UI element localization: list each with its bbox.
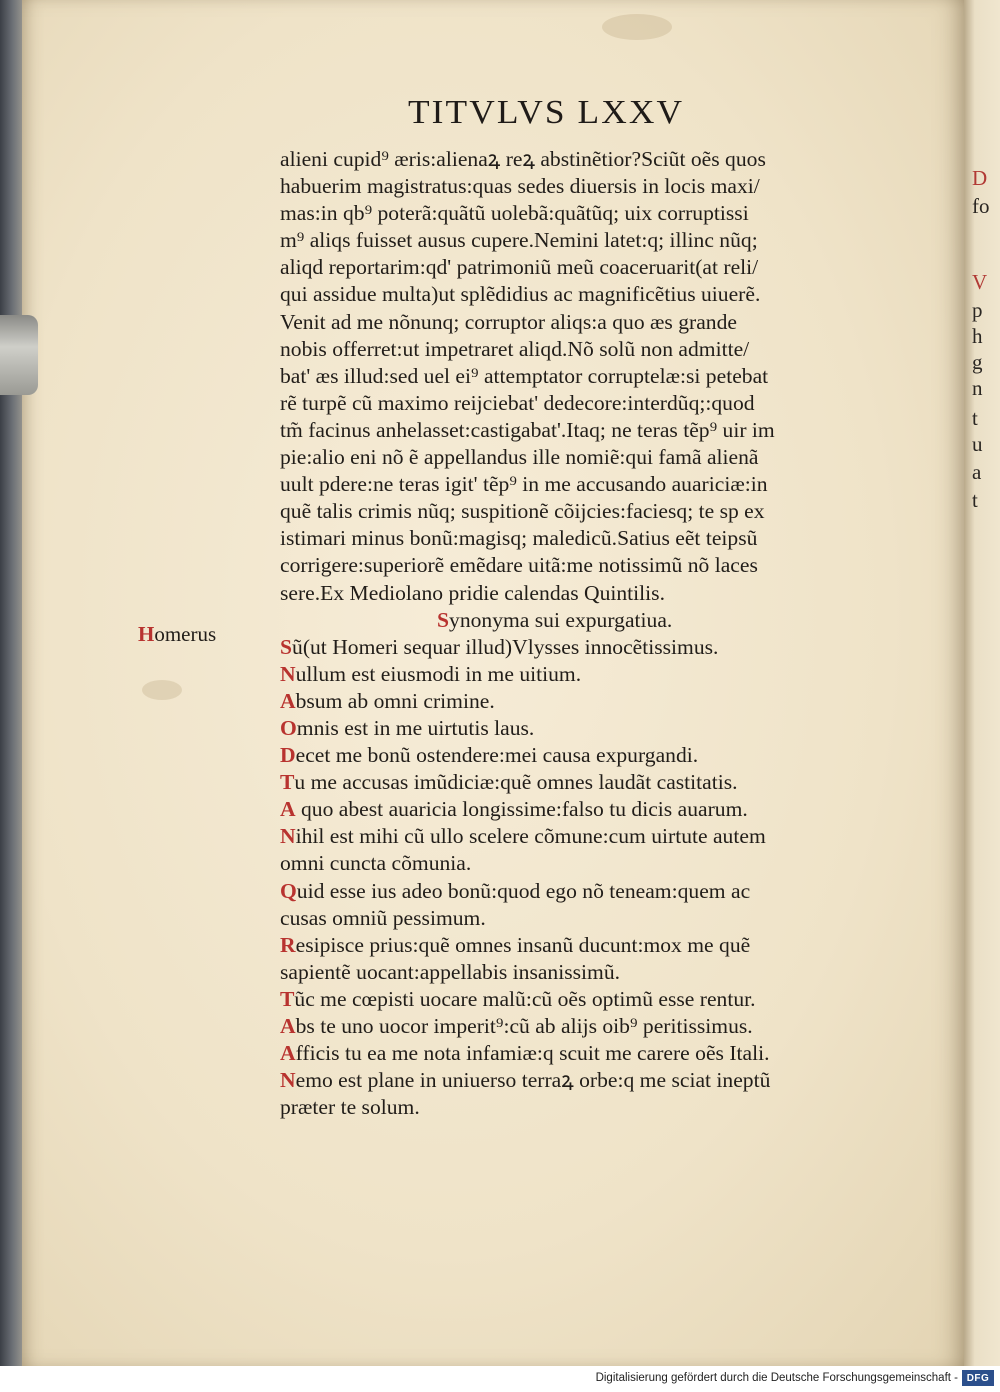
section-title-initial: S <box>437 607 450 632</box>
adjacent-page-fragment: t <box>972 406 978 430</box>
text-line: sere.Ex Mediolano pridie calendas Quintilis. <box>280 580 665 605</box>
synonyma-text: mnis est in me uirtutis laus. <box>296 715 535 740</box>
synonyma-text: cusas omniũ pessimum. <box>280 905 486 930</box>
page-stain <box>142 680 182 700</box>
synonyma-text: ullum est eiusmodi in me uitium. <box>295 661 582 686</box>
synonyma-list <box>280 634 880 1122</box>
synonyma-line <box>280 688 880 715</box>
rubricated-initial: S <box>280 634 293 659</box>
synonyma-line <box>280 986 880 1013</box>
synonyma-text: fficis tu ea me nota infamiæ:q scuit me carere oẽs Itali. <box>295 1041 770 1066</box>
synonyma-text: præter te solum. <box>280 1095 420 1120</box>
synonyma-line <box>280 959 880 986</box>
margin-note-text: omerus <box>154 622 217 646</box>
margin-note <box>138 622 216 647</box>
text-line: m⁹ aliqs fuisset ausus cupere.Nemini latet:q; illinc nũq; <box>280 228 758 253</box>
rubricated-initial: A <box>280 1041 296 1066</box>
text-line: mas:in qb⁹ poterã:quãtũ uolebã:quãtũq; uix corruptissi <box>280 201 749 226</box>
text-line: nobis offerret:ut impetraret aliqd.Nõ solũ non admitte/ <box>280 336 750 361</box>
rubricated-initial: N <box>280 824 296 849</box>
adjacent-page-fragment: u <box>972 432 983 456</box>
page-stain <box>602 14 672 40</box>
text-line: istimari minus bonũ:magisq; maledicũ.Satius eẽt teipsũ <box>280 526 758 551</box>
text-line: tm̃ facinus anhelasset:castigabat'.Itaq; ne teras tẽp⁹ uir im <box>280 417 775 442</box>
running-head: TITVLVS LXXV <box>408 94 685 131</box>
section-title <box>280 607 880 634</box>
synonyma-text: bs te uno uocor imperit⁹:cũ ab alijs oib⁹ peritissimus. <box>295 1014 753 1038</box>
synonyma-text: omni cuncta cõmunia. <box>280 851 472 876</box>
synonyma-text: u me accusas imũdiciæ:quẽ omnes laudãt castitatis. <box>294 770 738 795</box>
adjacent-page-fragment: a <box>972 460 982 484</box>
synonyma-line <box>280 1040 880 1067</box>
rubricated-initial: A <box>280 1014 296 1038</box>
synonyma-text: ũ(ut Homeri sequar illud)Vlysses innocẽtissimus. <box>292 634 719 659</box>
synonyma-line <box>280 905 880 932</box>
synonyma-line <box>280 634 880 661</box>
synonyma-text: ihil est mihi cũ ullo scelere cõmune:cum uirtute autem <box>295 824 766 849</box>
synonyma-text: esipisce prius:quẽ omnes insanũ ducunt:mox me quẽ <box>295 932 751 957</box>
adjacent-page-fragment: n <box>972 376 983 400</box>
adjacent-page-fragment: D <box>972 166 988 190</box>
rubricated-initial: N <box>280 1068 296 1093</box>
synonyma-text: ũc me cœpisti uocare malũ:cũ oẽs optimũ esse rentur. <box>294 986 756 1011</box>
synonyma-text: ecet me bonũ ostendere:mei causa expurgandi. <box>295 743 699 768</box>
text-line: Venit ad me nõnunq; corruptor aliqs:a quo æs grande <box>280 309 737 334</box>
adjacent-page-edge <box>964 0 1000 1366</box>
dfg-logo: DFG <box>962 1370 994 1386</box>
adjacent-page-fragment: h <box>972 324 983 348</box>
text-line: quẽ talis crimis nũq; suspitionẽ cõijcies:faciesq; te sp ex <box>280 499 765 524</box>
synonyma-line <box>280 769 880 796</box>
rubricated-initial: Q <box>280 878 297 903</box>
synonyma-line <box>280 715 880 742</box>
rubricated-initial: A <box>280 797 296 822</box>
synonyma-line <box>280 1013 880 1040</box>
text-line: aliqd reportarim:qd' patrimoniũ meũ coaceruarit(at reli/ <box>280 255 759 280</box>
synonyma-text: bsum ab omni crimine. <box>295 688 495 713</box>
book-clasp <box>0 315 38 395</box>
text-line: uult pdere:ne teras igit' tẽp⁹ in me accusando auariciæ:in <box>280 472 768 497</box>
rubricated-initial: O <box>280 715 297 740</box>
synonyma-line <box>280 878 880 905</box>
text-line: pie:alio eni nõ ẽ appellandus ille nomiẽ:qui famã alienã <box>280 445 759 470</box>
synonyma-line <box>280 1094 880 1121</box>
rubricated-initial: T <box>280 986 295 1011</box>
adjacent-page-fragment: t <box>972 488 978 512</box>
synonyma-line <box>280 796 880 823</box>
rubricated-initial: D <box>280 743 296 768</box>
main-text-block <box>280 146 880 1121</box>
synonyma-text: emo est plane in uniuerso terraꝝ orbe:q me sciat ineptũ <box>295 1068 771 1093</box>
rubricated-initial: N <box>280 661 296 686</box>
synonyma-text: quo abest auaricia longissime:falso tu dicis auarum. <box>295 797 748 822</box>
footer-credit: Digitalisierung gefördert durch die Deutsche Forschungsgemeinschaft - <box>595 1372 958 1384</box>
text-line: alieni cupid⁹ æris:alienaꝝ reꝝ abstinẽtior?Sciũt oẽs quos <box>280 147 766 171</box>
adjacent-page-fragment: fo <box>972 194 990 218</box>
synonyma-line <box>280 742 880 769</box>
synonyma-line <box>280 932 880 959</box>
text-line: corrigere:superiorẽ emẽdare uitã:me notissimũ nõ laces <box>280 553 758 578</box>
synonyma-line <box>280 850 880 877</box>
adjacent-page-fragment: V <box>972 270 988 294</box>
rubricated-initial: R <box>280 932 296 957</box>
letter-body <box>280 146 880 607</box>
text-line: qui assidue multa)ut splẽdidius ac magnificẽtius uiuerẽ. <box>280 282 761 307</box>
synonyma-text: sapientẽ uocant:appellabis insanissimũ. <box>280 959 621 984</box>
rubricated-initial: T <box>280 770 295 795</box>
synonyma-line <box>280 1067 880 1094</box>
footer-bar <box>0 1366 1000 1392</box>
synonyma-line <box>280 661 880 688</box>
synonyma-line <box>280 823 880 850</box>
margin-note-initial: H <box>138 622 155 646</box>
synonyma-text: uid esse ius adeo bonũ:quod ego nõ teneam:quem ac <box>296 878 751 903</box>
adjacent-page-fragment: g <box>972 350 983 374</box>
rubricated-initial: A <box>280 688 296 713</box>
adjacent-page-fragment: p <box>972 298 983 322</box>
text-line: habuerim magistratus:quas sedes diuersis in locis maxi/ <box>280 174 760 199</box>
text-line: rẽ turpẽ cũ maximo reijciebat' dedecore:interdũq;:quod <box>280 390 755 415</box>
section-title-text: ynonyma sui expurgatiua. <box>449 607 673 632</box>
text-line: bat' æs illud:sed uel ei⁹ attemptator corruptelæ:si petebat <box>280 363 769 388</box>
